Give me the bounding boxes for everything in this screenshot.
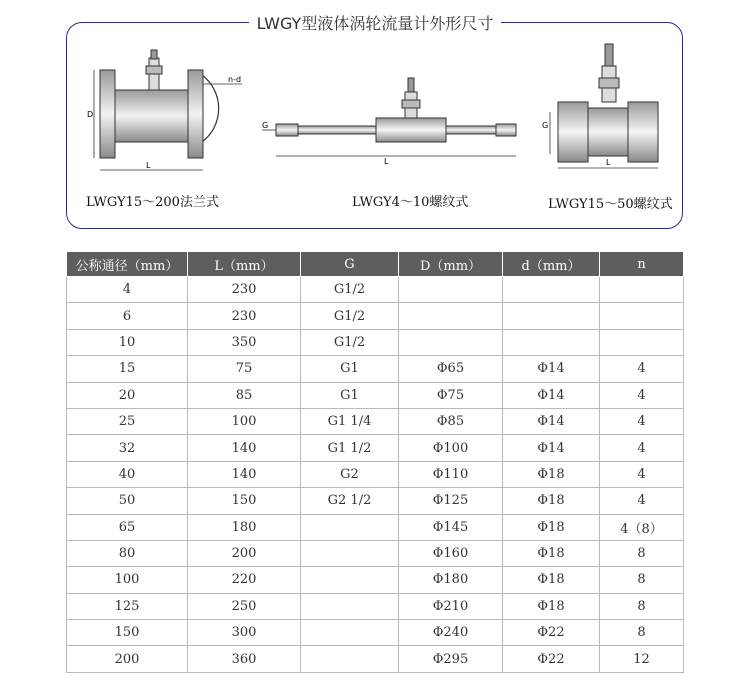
table-cell: 20 — [67, 382, 188, 408]
table-cell: Φ240 — [399, 620, 503, 646]
table-cell: Φ180 — [399, 567, 503, 593]
table-row — [67, 593, 684, 619]
table-cell: Φ145 — [399, 514, 503, 540]
table-cell: 230 — [188, 303, 301, 329]
table-cell: 150 — [188, 488, 301, 514]
table-cell: 8 — [600, 620, 684, 646]
page-title: LWGY型液体涡轮流量计外形尺寸 — [0, 11, 750, 34]
table-cell: 80 — [67, 540, 188, 566]
table-row — [67, 646, 684, 672]
table-row — [67, 277, 684, 303]
table-cell: 8 — [600, 593, 684, 619]
length-label: L — [606, 158, 611, 167]
table-cell: 4 — [600, 408, 684, 434]
table-cell: G2 1/2 — [301, 488, 399, 514]
thread-label: G — [542, 121, 549, 130]
table-cell: 100 — [188, 408, 301, 434]
column-header: L（mm） — [188, 252, 301, 277]
table-cell: 220 — [188, 567, 301, 593]
table-cell: Φ210 — [399, 593, 503, 619]
table-cell: Φ18 — [503, 567, 600, 593]
column-header: d（mm） — [503, 252, 600, 277]
table-cell: Φ65 — [399, 356, 503, 382]
table-cell: Φ14 — [503, 435, 600, 461]
table-cell: Φ18 — [503, 461, 600, 487]
table-cell: Φ22 — [503, 620, 600, 646]
table-row — [67, 303, 684, 329]
length-label: L — [146, 161, 151, 170]
table-cell — [301, 567, 399, 593]
table-cell: 4 — [600, 435, 684, 461]
hole-count-label: n-d — [228, 75, 242, 84]
table-cell: 85 — [188, 382, 301, 408]
table-row — [67, 620, 684, 646]
table-cell: G1/2 — [301, 303, 399, 329]
table-row — [67, 329, 684, 355]
small-thread-type-caption: LWGY4～10螺纹式 — [352, 195, 469, 210]
table-cell: 200 — [188, 540, 301, 566]
table-cell: Φ18 — [503, 540, 600, 566]
dimension-table — [66, 251, 684, 673]
table-cell: Φ18 — [503, 514, 600, 540]
large-thread-type-drawing — [540, 36, 674, 171]
table-cell: Φ14 — [503, 408, 600, 434]
table-cell — [301, 620, 399, 646]
table-cell: G1/2 — [301, 277, 399, 303]
table-cell: G2 — [301, 461, 399, 487]
table-row — [67, 514, 684, 540]
table-cell: 25 — [67, 408, 188, 434]
table-row — [67, 461, 684, 487]
table-cell: 150 — [67, 620, 188, 646]
flange-type-caption: LWGY15～200法兰式 — [86, 195, 219, 210]
table-cell: Φ100 — [399, 435, 503, 461]
table-cell — [600, 303, 684, 329]
table-header-row — [67, 252, 684, 277]
large-thread-type-caption: LWGY15～50螺纹式 — [548, 197, 673, 212]
length-label: L — [384, 157, 389, 166]
table-cell: 50 — [67, 488, 188, 514]
table-cell — [600, 329, 684, 355]
table-cell: G1/2 — [301, 329, 399, 355]
table-cell: 180 — [188, 514, 301, 540]
table-cell — [399, 277, 503, 303]
small-thread-type-drawing — [262, 64, 524, 168]
table-cell: Φ14 — [503, 382, 600, 408]
flange-type-drawing — [84, 42, 259, 177]
table-cell — [301, 646, 399, 672]
table-cell: Φ18 — [503, 488, 600, 514]
table-cell: 230 — [188, 277, 301, 303]
table-cell: G1 1/2 — [301, 435, 399, 461]
table-cell: 4 — [600, 461, 684, 487]
table-cell: 4 — [600, 382, 684, 408]
table-cell: 40 — [67, 461, 188, 487]
table-row — [67, 567, 684, 593]
column-header: G — [301, 252, 399, 277]
table-cell — [399, 303, 503, 329]
table-cell: G1 — [301, 356, 399, 382]
table-cell: 200 — [67, 646, 188, 672]
table-cell: 140 — [188, 461, 301, 487]
table-row — [67, 356, 684, 382]
table-cell: 250 — [188, 593, 301, 619]
diameter-label: D — [87, 110, 94, 119]
column-header: D（mm） — [399, 252, 503, 277]
table-cell — [503, 277, 600, 303]
column-header: n — [600, 252, 684, 277]
table-cell: 4 — [67, 277, 188, 303]
table-cell: 4（8） — [600, 514, 684, 540]
table-cell: 6 — [67, 303, 188, 329]
table-cell — [301, 540, 399, 566]
table-cell: 32 — [67, 435, 188, 461]
table-row — [67, 540, 684, 566]
table-cell — [600, 277, 684, 303]
table-cell: Φ85 — [399, 408, 503, 434]
table-cell: Φ14 — [503, 356, 600, 382]
table-cell: 12 — [600, 646, 684, 672]
table-row — [67, 488, 684, 514]
table-cell — [503, 329, 600, 355]
table-cell: 360 — [188, 646, 301, 672]
table-cell: G1 — [301, 382, 399, 408]
thread-label: G — [262, 121, 269, 130]
table-cell: 4 — [600, 488, 684, 514]
table-cell: 4 — [600, 356, 684, 382]
table-cell — [503, 303, 600, 329]
table-row — [67, 408, 684, 434]
table-cell: Φ295 — [399, 646, 503, 672]
table-cell: 350 — [188, 329, 301, 355]
table-cell: 100 — [67, 567, 188, 593]
table-row — [67, 382, 684, 408]
table-cell: Φ75 — [399, 382, 503, 408]
table-cell: 300 — [188, 620, 301, 646]
table-cell: Φ18 — [503, 593, 600, 619]
table-cell — [301, 593, 399, 619]
table-cell: 15 — [67, 356, 188, 382]
table-cell: 10 — [67, 329, 188, 355]
table-cell: Φ22 — [503, 646, 600, 672]
table-cell: Φ125 — [399, 488, 503, 514]
table-row — [67, 435, 684, 461]
table-cell: G1 1/4 — [301, 408, 399, 434]
table-cell: Φ110 — [399, 461, 503, 487]
table-cell: 8 — [600, 540, 684, 566]
table-cell: Φ160 — [399, 540, 503, 566]
table-cell: 125 — [67, 593, 188, 619]
table-cell — [399, 329, 503, 355]
table-cell: 8 — [600, 567, 684, 593]
table-cell: 65 — [67, 514, 188, 540]
table-cell: 75 — [188, 356, 301, 382]
table-cell — [301, 514, 399, 540]
column-header: 公称通径（mm） — [67, 252, 188, 277]
table-cell: 140 — [188, 435, 301, 461]
